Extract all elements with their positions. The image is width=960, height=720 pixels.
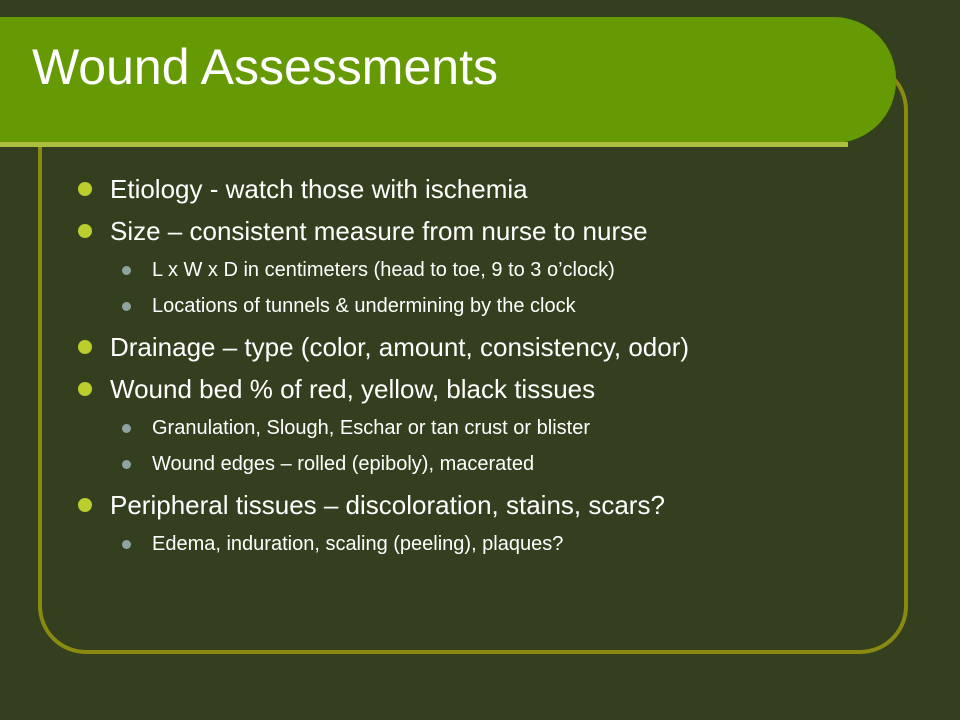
title-underline [0, 142, 848, 147]
bullet-dot-icon [78, 224, 92, 238]
bullet-text: Etiology - watch those with ischemia [110, 174, 528, 204]
bullet-list [78, 168, 898, 562]
bullet-dot-icon [78, 498, 92, 512]
sub-bullet-dot-icon [122, 266, 131, 275]
sub-bullet-item [78, 252, 898, 288]
sub-bullet-item [78, 526, 898, 562]
sub-bullet-dot-icon [122, 460, 131, 469]
bullet-text: Peripheral tissues – discoloration, stains, scars? [110, 490, 665, 520]
bullet-text: Size – consistent measure from nurse to nurse [110, 216, 648, 246]
bullet-item [78, 326, 898, 368]
bullet-dot-icon [78, 182, 92, 196]
bullet-dot-icon [78, 340, 92, 354]
sub-bullet-text: Wound edges – rolled (epiboly), macerated [152, 453, 535, 475]
bullet-text: Wound bed % of red, yellow, black tissues [110, 374, 596, 404]
sub-bullet-item [78, 410, 898, 446]
sub-bullet-text: Locations of tunnels & undermining by the clock [152, 295, 576, 317]
sub-bullet-item [78, 446, 898, 482]
bullet-item [78, 368, 898, 410]
sub-bullet-text: Granulation, Slough, Eschar or tan crust or blister [152, 417, 590, 439]
bullet-dot-icon [78, 382, 92, 396]
bullet-item [78, 484, 898, 526]
bullet-item [78, 168, 898, 210]
sub-bullet-dot-icon [122, 540, 131, 549]
bullet-text: Drainage – type (color, amount, consistency, odor) [110, 332, 690, 362]
sub-bullet-item [78, 288, 898, 324]
slide-title: Wound Assessments [32, 39, 498, 95]
sub-bullet-text: Edema, induration, scaling (peeling), plaques? [152, 533, 564, 555]
sub-bullet-dot-icon [122, 424, 131, 433]
sub-bullet-text: L x W x D in centimeters (head to toe, 9 to 3 o’clock) [152, 259, 615, 281]
sub-bullet-dot-icon [122, 302, 131, 311]
bullet-item [78, 210, 898, 252]
